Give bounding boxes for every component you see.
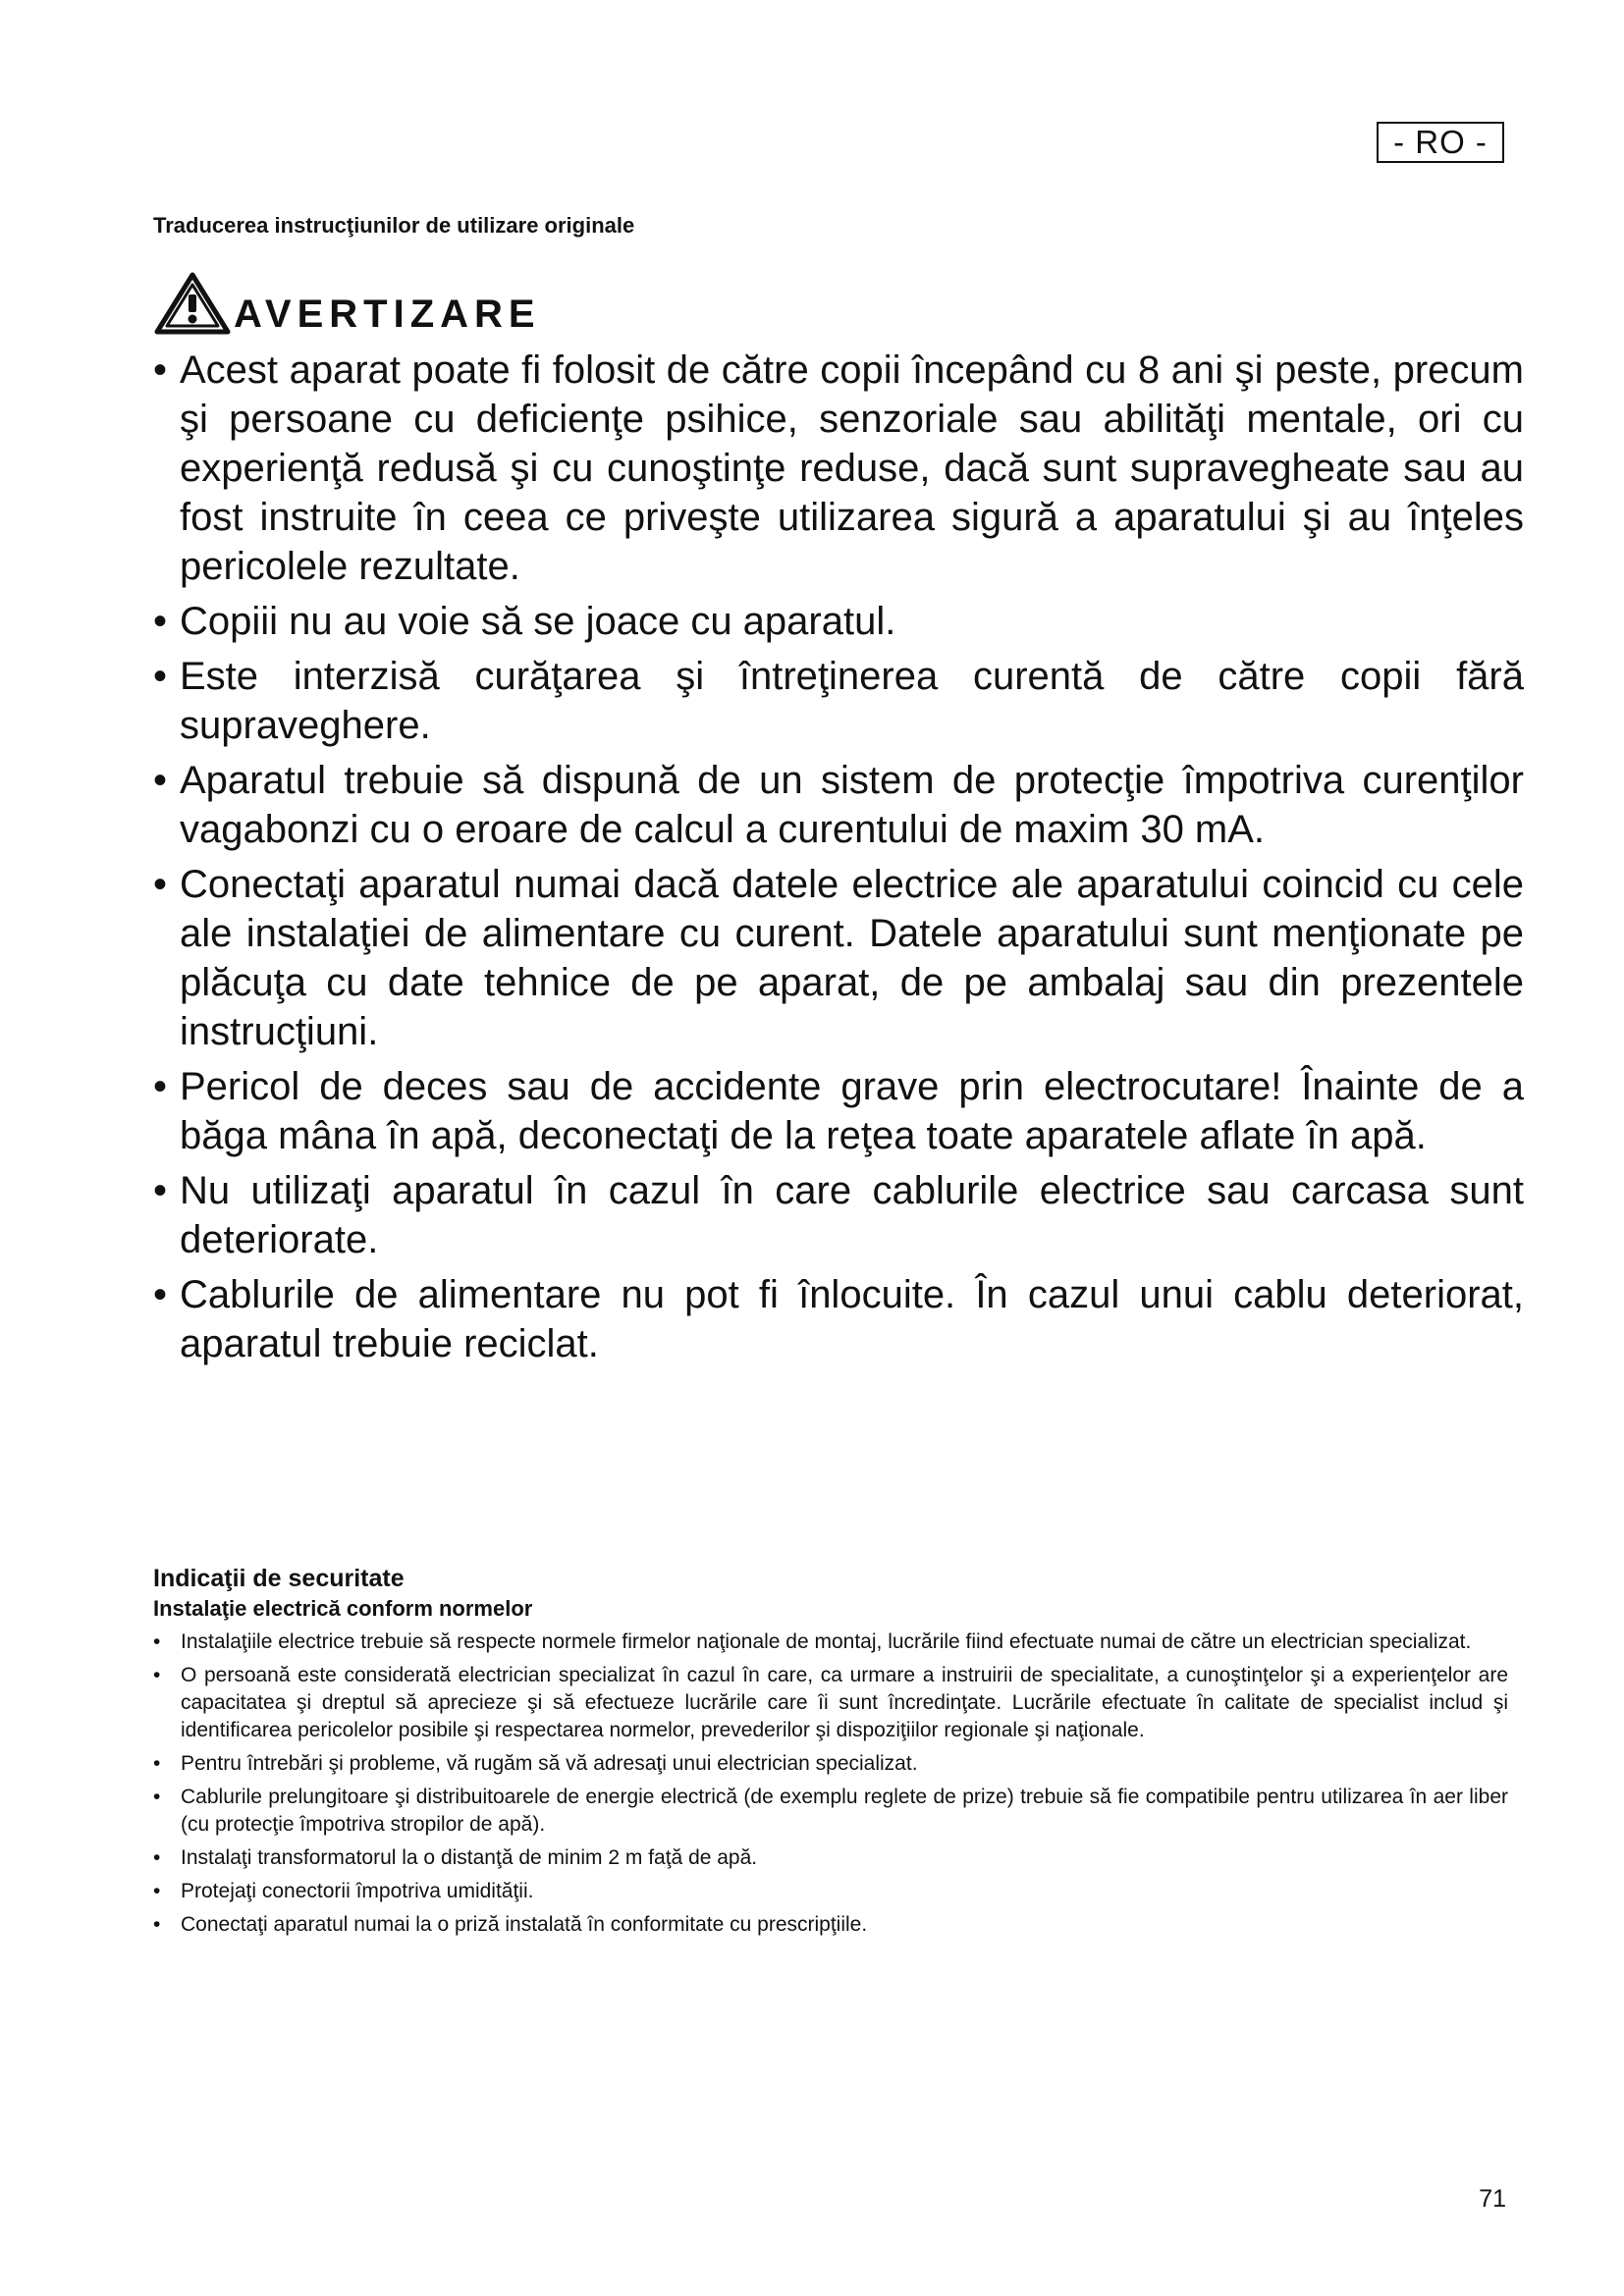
warning-title: AVERTIZARE: [234, 293, 541, 336]
safety-item: • Cablurile prelungitoare şi distribuitoarele de energie electrică (de exemplu reglete de prize) trebuie să fie compatibile pentru utilizarea în aer liber (cu protecţie împotriva stropilor de apă).: [153, 1784, 1508, 1839]
safety-item: • Protejaţi conectorii împotriva umidităţii.: [153, 1878, 1508, 1905]
warning-list: [153, 346, 1524, 1374]
warning-item: • Conectaţi aparatul numai dacă datele electrice ale aparatului coincid cu cele ale instalaţiei de alimentare cu curent. Datele aparatului sunt menţionate pe plăcuţa cu date tehnice de pe aparat, de pe ambalaj sau din prezentele instrucţiuni.: [153, 860, 1524, 1056]
warning-item: • Este interzisă curăţarea şi întreţinerea curentă de către copii fără supraveghere.: [153, 652, 1524, 750]
safety-list: [153, 1629, 1508, 1945]
warning-triangle-icon: [153, 271, 232, 336]
document-title: Traducerea instrucţiunilor de utilizare originale: [153, 213, 635, 238]
warning-item: • Cablurile de alimentare nu pot fi înlocuite. În cazul unui cablu deteriorat, aparatul trebuie reciclat.: [153, 1270, 1524, 1368]
safety-item: • O persoană este considerată electrician specializat în cazul în care, ca urmare a instruirii de specialitate, a cunoştinţelor şi a experienţelor are capacitatea şi dreptul să aprecieze şi să efectueze lucrările care îi sunt încredinţate. Lucrările efectuate în calitate de specialist includ şi identificarea pericolelor posibile şi respectarea normelor, prevederilor şi dispoziţiilor regionale şi naţionale.: [153, 1662, 1508, 1744]
safety-item: • Instalaţi transformatorul la o distanţă de minim 2 m faţă de apă.: [153, 1844, 1508, 1872]
safety-item: • Conectaţi aparatul numai la o priză instalată în conformitate cu prescripţiile.: [153, 1911, 1508, 1939]
language-badge: - RO -: [1377, 122, 1504, 163]
electrical-installation-heading: Instalaţie electrică conform normelor: [153, 1596, 533, 1621]
safety-item: • Instalaţiile electrice trebuie să respecte normele firmelor naţionale de montaj, lucrările fiind efectuate numai de către un electrician specializat.: [153, 1629, 1508, 1656]
warning-item: • Pericol de deces sau de accidente grave prin electrocutare! Înainte de a băga mâna în apă, deconectaţi de la reţea toate aparatele aflate în apă.: [153, 1062, 1524, 1160]
warning-item: • Acest aparat poate fi folosit de către copii începând cu 8 ani şi peste, precum şi persoane cu deficienţe psihice, senzoriale sau abilităţi mentale, ori cu experienţă redusă şi cu cunoştinţe reduse, dacă sunt supravegheate sau au fost instruite în ceea ce priveşte utilizarea sigură a aparatului şi au înţeles pericolele rezultate.: [153, 346, 1524, 591]
warning-heading: [153, 271, 541, 336]
warning-item: • Nu utilizaţi aparatul în cazul în care cablurile electrice sau carcasa sunt deteriorate.: [153, 1166, 1524, 1264]
warning-item: • Copiii nu au voie să se joace cu aparatul.: [153, 597, 1524, 646]
page-number: 71: [1479, 2185, 1506, 2213]
safety-item: • Pentru întrebări şi probleme, vă rugăm să vă adresaţi unui electrician specializat.: [153, 1750, 1508, 1778]
safety-heading: Indicaţii de securitate: [153, 1565, 405, 1592]
warning-item: • Aparatul trebuie să dispună de un sistem de protecţie împotriva curenţilor vagabonzi cu o eroare de calcul a curentului de maxim 30 mA.: [153, 756, 1524, 854]
